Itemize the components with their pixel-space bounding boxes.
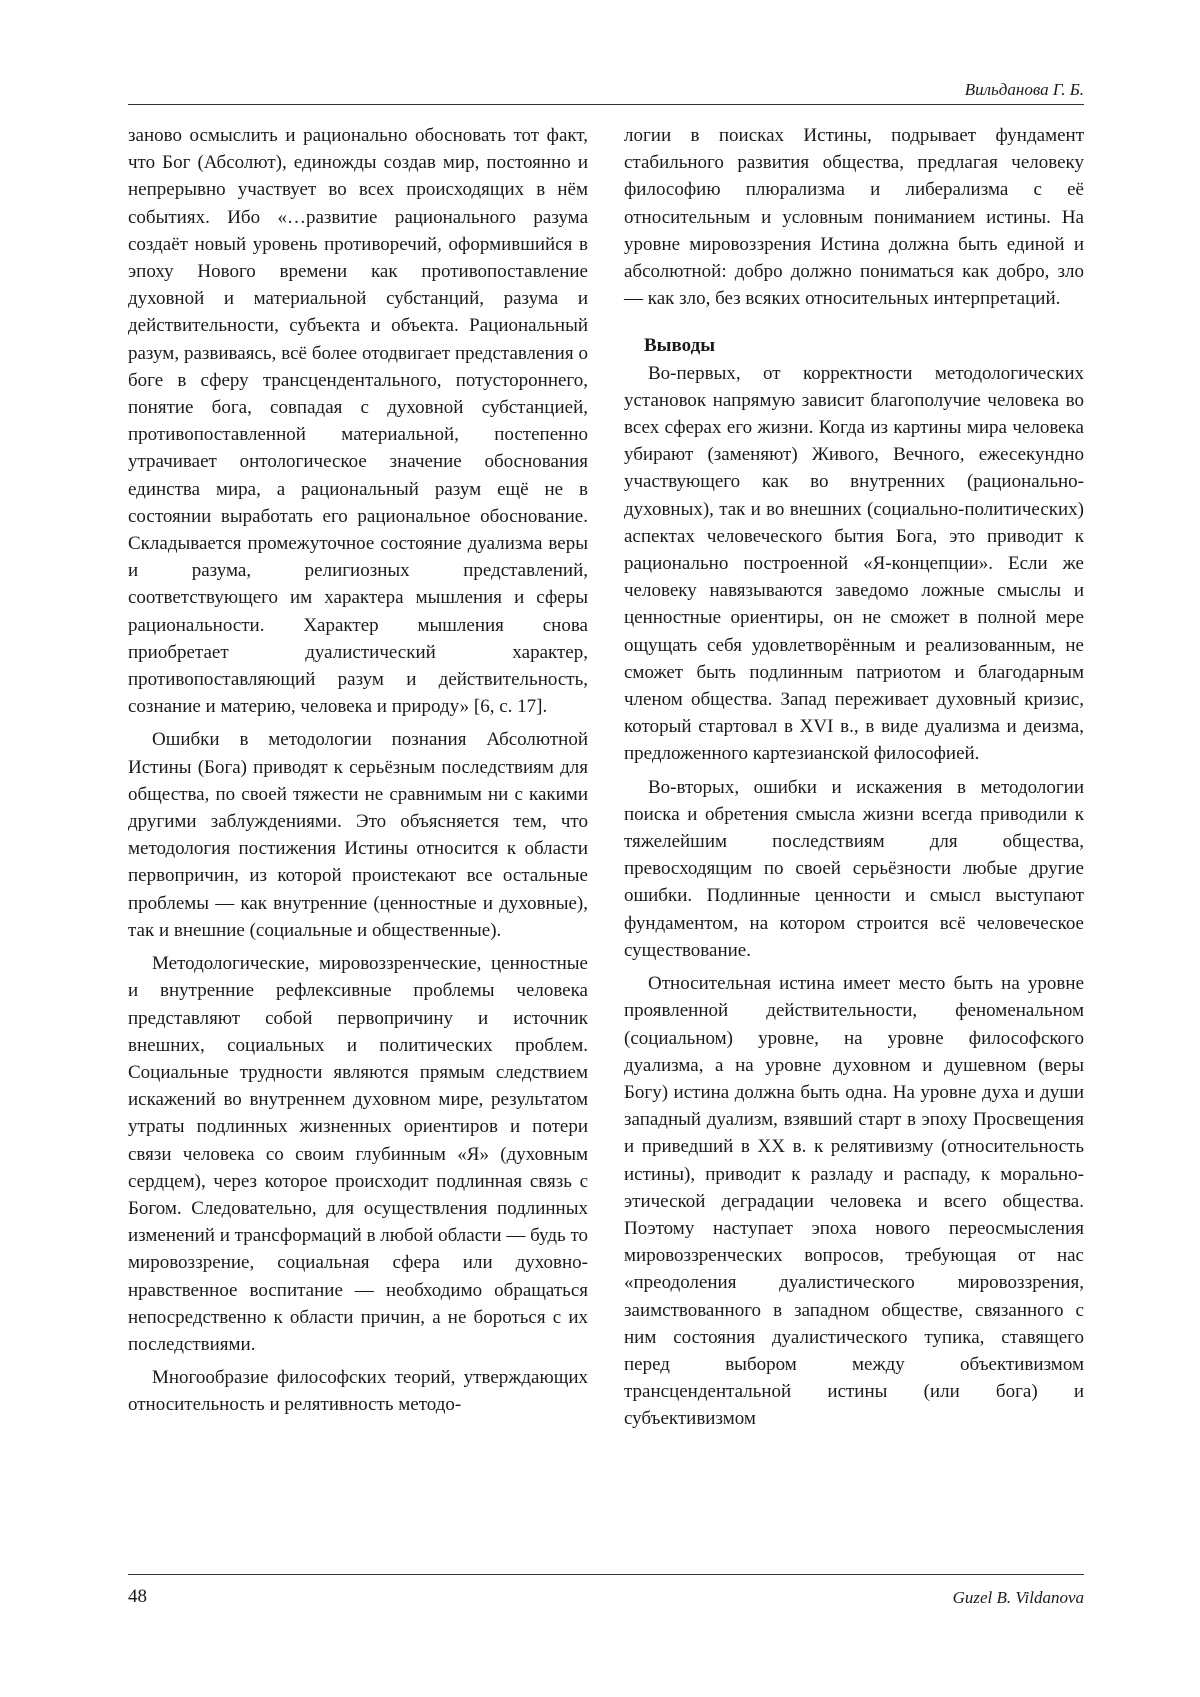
page-number: 48 <box>128 1586 147 1607</box>
paragraph: Многообразие философских теорий, утверждающих относительность и релятивность методо- <box>128 1367 588 1416</box>
section-heading: Выводы <box>644 335 716 357</box>
paragraph: Методологические, мировоззренческие, ценностные и внутренние рефлексивные проблемы человека представляют собой первопричину и источник внешних, социальных и политических проблем. Социальные трудности являются прямым следствием искажений во внутреннем духовном мире, результатом утраты подлинных жизненных ориентиров и потери связи человека со своим глубинным «Я» (духовным сердцем), через которое происходит подлинная связь с Богом. Следовательно, для осуществления подлинных изменений и трансформаций в любой области — будь то мировоззрение, социальная сфера или духовно-нравственное воспитание — необходимо обращаться непосредственно к области причин, а не бороться с их последствиями. <box>128 953 588 1355</box>
running-head: Вильданова Г. Б. <box>964 80 1084 99</box>
footer-author: Guzel B. Vildanova <box>952 1588 1084 1607</box>
paragraph: Относительная истина имеет место быть на уровне проявленной действительности, феноменальном (социальном) уровне, на уровне философского дуализма, а на уровне духовном и душевном (веры Богу) истина должна быть одна. На уровне духа и души западный дуализм, взявший старт в эпоху Просвещения и приведший в XX в. к релятивизму (относительность истины), приводит к разладу и распаду, к морально-этической деградации человека и всего общества. Поэтому наступает эпоха нового переосмысления мировоззренческих вопросов, требующая от нас «преодоления дуалистического мировоззрения, заимствованного в западном обществе, связанного с ним состояния дуалистического тупика, ставящего перед выбором между объективизмом трансцендентальной истины (или бога) и субъективизмом <box>624 973 1084 1430</box>
paragraph: логии в поисках Истины, подрывает фундамент стабильного развития общества, предлагая человеку философию плюрализма и либерализма с её относительным и условным пониманием истины. На уровне мировоззрения Истина должна быть единой и абсолютной: добро должно пониматься как добро, зло — как зло, без всяких относительных интерпретаций. <box>624 125 1084 310</box>
paragraph: Во-вторых, ошибки и искажения в методологии поиска и обретения смысла жизни всегда приводили к тяжелейшим последствиям для общества, превосходящим по своей серьёзности любые другие ошибки. Подлинные ценности и смысл выступают фундаментом, на котором строится всё человеческое существование. <box>624 776 1084 961</box>
paragraph: заново осмыслить и рационально обосновать тот факт, что Бог (Абсолют), единожды создав мир, постоянно и непрерывно участвует во всех происходящих в нём событиях. Ибо «…развитие рационального разума создаёт новый уровень противоречий, оформившийся в эпоху Нового времени как противопоставление духовной и материальной субстанций, разума и действительности, субъекта и объекта. Рациональный разум, развиваясь, всё более отодвигает представления о боге в сферу трансцендентального, потустороннего, понятие бога, совпадая с духовной субстанцией, противопоставленной материальной, постепенно утрачивает онтологическое значение обоснования единства мира, а рациональный разум ещё не в состоянии выработать его рациональное обоснование. Складывается промежуточное состояние дуализма веры и разума, религиозных представлений, соответствующего им характера мышления и сферы рациональности. Характер мышления снова приобретает дуалистический характер, противопоставляющий разум и действительность, сознание и материю, человека и природу» [6, с. 17]. <box>128 125 588 718</box>
left-column <box>128 122 588 1425</box>
header-rule <box>128 104 1084 105</box>
footer-rule <box>128 1574 1084 1575</box>
paragraph: Во-первых, от корректности методологических установок напрямую зависит благополучие человека во всех сферах его жизни. Когда из картины мира человека убирают (заменяют) Живого, Вечного, ежесекундно участвующего как во внутренних (рационально-духовных), так и во внешних (социально-политических) аспектах человеческого бытия Бога, это приводит к рационально построенной «Я-концепции». Если же человеку навязываются заведомо ложные смыслы и ценностные ориентиры, он не сможет в полной мере ощущать себя удовлетворённым и реализованным, не сможет быть подлинным патриотом и благодарным членом общества. Запад переживает духовный кризис, который стартовал в XVI в., в виде дуализма и деизма, предложенного картезианской философией. <box>624 362 1084 765</box>
paragraph: Ошибки в методологии познания Абсолютной Истины (Бога) приводят к серьёзным последствиям для общества, по своей тяжести не сравнимым ни с какими другими заблуждениями. Это объясняется тем, что методология постижения Истины относится к области первопричин, из которой проистекают все остальные проблемы — как внутренние (ценностные и духовные), так и внешние (социальные и общественные). <box>128 729 588 941</box>
right-column <box>624 122 1084 1439</box>
